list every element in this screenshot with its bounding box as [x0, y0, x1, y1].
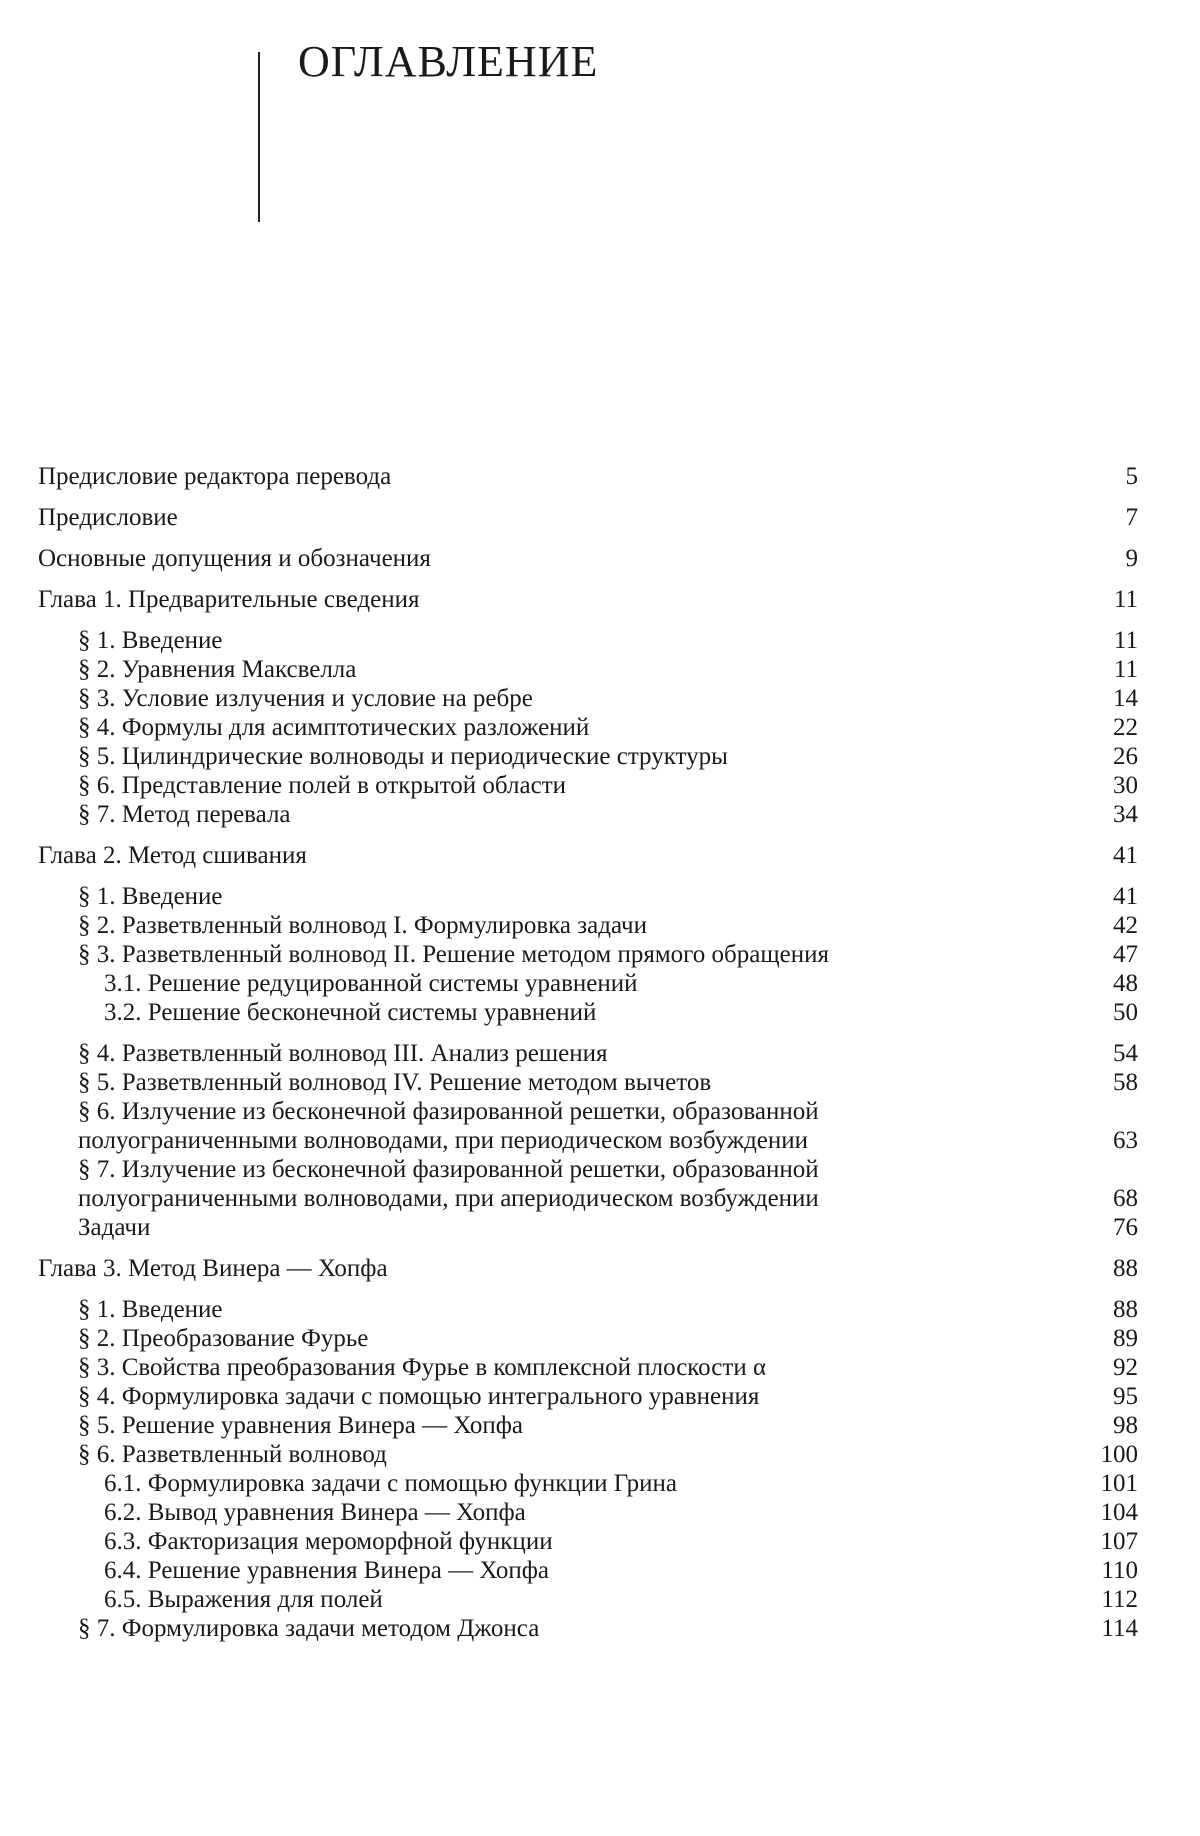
- toc-entry-page: 50: [1113, 999, 1138, 1026]
- toc-entry: [38, 1155, 1138, 1213]
- toc-entry-title: § 2. Преобразование Фурье: [78, 1325, 369, 1352]
- toc-entry-title: 6.5. Выражения для полей: [104, 1586, 383, 1613]
- toc-entry: [38, 1068, 1138, 1097]
- toc-entry-page: 11: [1113, 656, 1138, 683]
- toc-entry: [38, 1295, 1138, 1324]
- toc-entry-title: 3.2. Решение бесконечной системы уравнений: [104, 999, 597, 1026]
- toc-entry-page: 30: [1113, 772, 1138, 799]
- toc-entry-title: § 3. Разветвленный волновод II. Решение методом прямого обращения: [78, 941, 829, 968]
- toc-entry-page: 7: [1125, 504, 1138, 531]
- toc-entry-title: § 5. Цилиндрические волноводы и периодические структуры: [78, 743, 728, 770]
- toc-entry-page: 11: [1113, 627, 1138, 654]
- toc-entry-page: 48: [1113, 970, 1138, 997]
- toc-entry-page: 89: [1113, 1325, 1138, 1352]
- toc-entry: [38, 911, 1138, 940]
- toc-entry: [38, 1614, 1138, 1643]
- toc-entry-page: 112: [1101, 1586, 1138, 1613]
- toc-entry: [38, 684, 1138, 713]
- toc-entry: [38, 969, 1138, 998]
- toc-entry: [38, 1411, 1138, 1440]
- toc-entry-title: Глава 2. Метод сшивания: [38, 842, 307, 869]
- toc-entry-title: Предисловие: [38, 504, 178, 531]
- toc-entry-page: 41: [1113, 842, 1138, 869]
- toc-entry-page: 76: [1113, 1214, 1138, 1241]
- toc-entry: [38, 742, 1138, 771]
- toc-entry: [38, 998, 1138, 1027]
- toc-entry-title: Основные допущения и обозначения: [38, 545, 431, 572]
- toc-entry: [38, 544, 1138, 573]
- toc-entry: [38, 1382, 1138, 1411]
- toc-entry-title: § 7. Формулировка задачи методом Джонса: [78, 1615, 540, 1642]
- toc-entry-title: § 4. Разветвленный волновод III. Анализ решения: [78, 1040, 608, 1067]
- toc-entry: [38, 940, 1138, 969]
- toc-entry-title: § 5. Решение уравнения Винера — Хопфа: [78, 1412, 524, 1439]
- toc-entry-page: 110: [1101, 1557, 1138, 1584]
- toc-entry-title: 6.1. Формулировка задачи с помощью функции Грина: [104, 1470, 677, 1497]
- toc-entry-title: § 1. Введение: [78, 883, 223, 910]
- toc-entry-title: § 2. Разветвленный волновод I. Формулировка задачи: [78, 912, 648, 939]
- toc-entry-page: 88: [1113, 1255, 1138, 1282]
- toc-entry-title: § 3. Условие излучения и условие на ребре: [78, 685, 533, 712]
- toc-entry: [38, 1556, 1138, 1585]
- toc-entry: [38, 1213, 1138, 1242]
- toc-entry-title: Задачи: [78, 1214, 151, 1241]
- toc-entry: [38, 841, 1138, 870]
- toc-entry: [38, 771, 1138, 800]
- toc-entry: [38, 1440, 1138, 1469]
- toc-entry-page: 47: [1113, 941, 1138, 968]
- toc-entry: [38, 1527, 1138, 1556]
- toc-entry: [38, 462, 1138, 491]
- toc-entry-page: 63: [1113, 1127, 1138, 1154]
- toc-entry-page: 22: [1113, 714, 1138, 741]
- toc-entry: [38, 1498, 1138, 1527]
- toc-entry-page: 9: [1125, 545, 1138, 572]
- toc-entry-page: 41: [1113, 883, 1138, 910]
- toc-entry-page: 98: [1113, 1412, 1138, 1439]
- toc-entry-page: 54: [1113, 1040, 1138, 1067]
- toc-entry-title: Глава 3. Метод Винера — Хопфа: [38, 1255, 388, 1282]
- table-of-contents: [38, 462, 1138, 1643]
- toc-entry: [38, 655, 1138, 684]
- toc-entry-title: § 4. Формулировка задачи с помощью интегрального уравнения: [78, 1383, 760, 1410]
- toc-entry-page: 14: [1113, 685, 1138, 712]
- toc-entry-page: 104: [1100, 1499, 1138, 1526]
- toc-entry-title: § 1. Введение: [78, 1296, 223, 1323]
- toc-entry-title: 6.3. Факторизация мероморфной функции: [104, 1528, 553, 1555]
- toc-entry-page: 100: [1100, 1441, 1138, 1468]
- toc-entry-title: § 5. Разветвленный волновод IV. Решение методом вычетов: [78, 1069, 712, 1096]
- toc-entry-page: 34: [1113, 801, 1138, 828]
- toc-entry-title: 3.1. Решение редуцированной системы уравнений: [104, 970, 638, 997]
- toc-entry-title: § 6. Излучение из бесконечной фазированной решетки, образованной полуограниченными волноводами, при периодическом возбуждении: [78, 1098, 819, 1154]
- toc-entry-title: § 7. Излучение из бесконечной фазированной решетки, образованной полуограниченными волноводами, при апериодическом возбуждении: [78, 1156, 819, 1212]
- page-title: ОГЛАВЛЕНИЕ: [298, 37, 599, 86]
- toc-entry-page: 5: [1125, 463, 1138, 490]
- toc-entry-page: 101: [1100, 1470, 1138, 1497]
- heading-rule: [258, 52, 260, 222]
- toc-entry-page: 88: [1113, 1296, 1138, 1323]
- toc-entry-title: Предисловие редактора перевода: [38, 463, 392, 490]
- toc-entry: [38, 503, 1138, 532]
- toc-entry-title: 6.2. Вывод уравнения Винера — Хопфа: [104, 1499, 526, 1526]
- toc-entry-title: 6.4. Решение уравнения Винера — Хопфа: [104, 1557, 550, 1584]
- toc-entry-title: § 2. Уравнения Максвелла: [78, 656, 357, 683]
- toc-entry-page: 95: [1113, 1383, 1138, 1410]
- toc-entry: [38, 1097, 1138, 1155]
- toc-entry: [38, 1039, 1138, 1068]
- toc-entry-page: 11: [1113, 586, 1138, 613]
- toc-entry: [38, 882, 1138, 911]
- toc-entry-title: § 1. Введение: [78, 627, 223, 654]
- toc-entry-page: 58: [1113, 1069, 1138, 1096]
- toc-entry: [38, 713, 1138, 742]
- toc-entry-page: 68: [1113, 1185, 1138, 1212]
- toc-entry-title: § 6. Разветвленный волновод: [78, 1441, 387, 1468]
- toc-entry: [38, 1469, 1138, 1498]
- toc-entry-title: Глава 1. Предварительные сведения: [38, 586, 420, 613]
- toc-entry-page: 107: [1100, 1528, 1138, 1555]
- toc-entry-title: § 7. Метод перевала: [78, 801, 291, 828]
- toc-entry-title: § 4. Формулы для асимптотических разложений: [78, 714, 590, 741]
- toc-entry: [38, 1254, 1138, 1283]
- toc-entry-page: 42: [1113, 912, 1138, 939]
- toc-entry-title: § 6. Представление полей в открытой области: [78, 772, 567, 799]
- toc-entry: [38, 1353, 1138, 1382]
- toc-entry: [38, 585, 1138, 614]
- toc-entry: [38, 1324, 1138, 1353]
- toc-entry: [38, 1585, 1138, 1614]
- toc-entry-title: § 3. Свойства преобразования Фурье в комплексной плоскости α: [78, 1354, 767, 1381]
- toc-entry: [38, 626, 1138, 655]
- toc-entry: [38, 800, 1138, 829]
- toc-entry-page: 114: [1101, 1615, 1138, 1642]
- toc-entry-page: 92: [1113, 1354, 1138, 1381]
- toc-entry-page: 26: [1113, 743, 1138, 770]
